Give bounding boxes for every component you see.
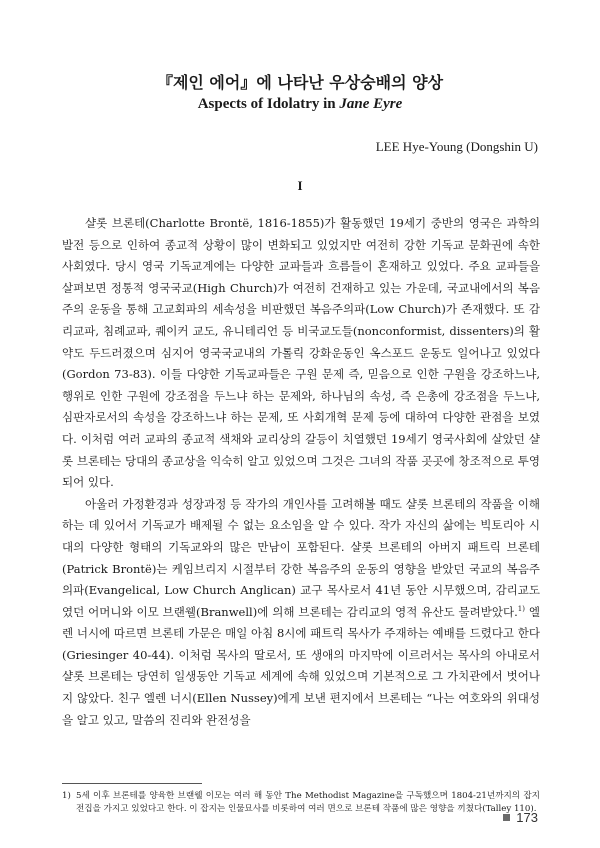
- footnote-text: 5세 이후 브론테를 양육한 브랜웰 이모는 여러 해 동안 The Methodist Magazine을 구독했으며 1804-21년까지의 잡지 전집을 가지고 있었다고 한다. 이 잡지는 인물묘사를 비롯하여 여러 면으로 브론테 작품에 많은 영향을 끼쳤다(Talley 110).: [76, 791, 540, 814]
- korean-title: 『제인 에어』에 나타난 우상숭배의 양상: [156, 73, 444, 92]
- author-affiliation: LEE Hye-Young (Dongshin U): [375, 139, 538, 154]
- square-bullet-icon: [503, 814, 510, 821]
- english-title-italic: Jane Eyre: [339, 96, 403, 112]
- footnote: [62, 790, 540, 816]
- paragraph-2-part-1: 아울러 가정환경과 성장과정 등 작가의 개인사를 고려해볼 때도 샬롯 브론테의 작품을 이해하는 데 있어서 기독교가 배제될 수 없는 요소임을 알 수 있다. 작가 자신의 삶에는 빅토리아 시대의 다양한 형태의 기독교와의 많은 만남이 포함된다. 샬롯 브론테의 아버지 패트릭 브론테(Patrick Brontë)는 케임브리지 시절부터 강한 복음주의 운동의 영향을 받았던 국교의 복음주의파(Evangelical, Low Church Anglican) 교구 목사로서 41년 동안 시무했으며, 감리교도였던 어머니와 이모 브랜웰(Branwell)에 의해 브론테는 감리교의 영적 유산도 물려받았다.: [62, 496, 540, 619]
- paragraph-2: [62, 494, 540, 732]
- section-heading: I: [297, 178, 303, 193]
- english-title-main: Aspects of Idolatry in: [197, 96, 340, 112]
- footnote-rule: [62, 783, 202, 784]
- page-number: [503, 810, 538, 825]
- page-number-text: 173: [516, 810, 538, 825]
- body-text: [62, 213, 540, 731]
- footnote-ref: 1): [517, 604, 525, 613]
- paragraph-2-part-2: 엘렌 너시에 따르면 브론테 가문은 매일 아침 8시에 패트릭 목사가 주재하는 예배를 드렸다고 한다(Griesinger 40-44). 이처럼 목사의 딸로서, 또 생애의 마지막에 이르러서는 목사의 아내로서 샬롯 브론테는 당연히 일생동안 기독교 세계에 속해 있었으며 기본적으로 그 가치관에서 벗어나지 않았다. 친구 엘렌 너시(Ellen Nussey)에게 보낸 편지에서 브론테는 “나는 여호와의 위대성을 알고 있고, 말씀의 진리와 완전성을: [62, 604, 540, 727]
- english-title: [0, 96, 600, 113]
- paragraph-1: 샬롯 브론테(Charlotte Brontë, 1816-1855)가 활동했던 19세기 중반의 영국은 과학의 발전 등으로 인하여 종교적 상황이 많이 변화되고 있었지만 여전히 강한 기독교 문화권에 속한 사회였다. 당시 영국 기독교계에는 다양한 교파들과 흐름들이 혼재하고 있었다. 주요 교파들을 살펴보면 정통적 영국국교(High Church)가 여전히 건재하고 있는 가운데, 국교내에서의 복음주의 운동을 통해 고교회파의 세속성을 비판했던 복음주의파(Low Church)가 존재했다. 또 감리교파, 침례교파, 퀘이커 교도, 유니테리언 등 비국교도들(nonconformist, dissenters)의 활약도 두드러졌으며 심지어 영국국교내의 가톨릭 강화운동인 옥스포드 운동도 일어나고 있었다(Gordon 73-83). 이들 다양한 기독교파들은 구원 문제 즉, 믿음으로 인한 구원을 강조하느냐, 행위로 인한 구원에 강조점을 두느냐 하는 문제와, 하나님의 속성, 즉 은총에 강조점을 두느냐, 심판자로서의 속성을 강조하느냐 하는 문제, 또 사회개혁 문제 등에 대하여 다양한 관점을 보였다. 이처럼 여러 교파의 종교적 색채와 교리상의 갈등이 치열했던 19세기 영국사회에 살았던 샬롯 브론테는 당대의 종교상을 익숙히 알고 있었으며 그것은 그녀의 작품 곳곳에 창조적으로 투영되어 있다.: [62, 216, 540, 490]
- footnote-number: 1): [62, 791, 71, 801]
